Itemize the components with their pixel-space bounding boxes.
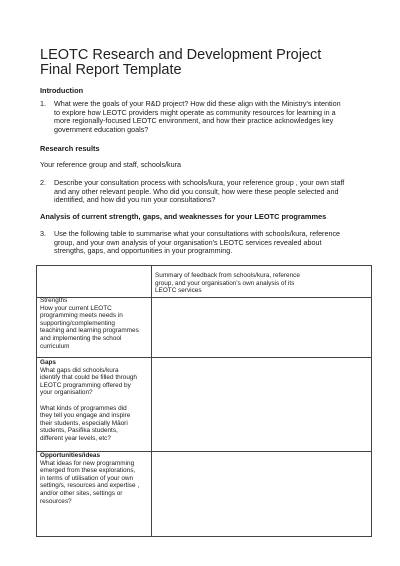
row-divider [37,357,371,358]
question-3-text: Use the following table to summarise what your consultations with schools/kura, reference group, and your own analysis of your organisation's LEOTC services revealed about strengths, gaps, and opportunities in your programming. [54,229,341,256]
question-2-number: 2. [40,178,46,187]
title-line-2: Final Report Template [40,62,182,78]
opportunities-label: Opportunities/ideas [40,452,101,459]
strengths-label: Strengths [40,297,68,304]
strengths-cell: Strengths How your current LEOTC programming meets needs in supporting/complementing teaching and learning programmes and implementing the school curriculum [40,297,148,350]
question-1-text: What were the goals of your R&D project? How did these align with the Ministry's intention to explore how LEOTC providers might operate as community resources for learning in a more regionally-focused LEOTC environment, and how their practice acknowledges key government education goals? [54,99,341,134]
column-divider [151,266,152,536]
opportunities-summary-cell[interactable] [155,454,365,534]
analysis-table [36,265,372,537]
document-title [40,48,321,78]
title-line-1: LEOTC Research and Development Project [40,47,322,63]
opportunities-cell: Opportunities/ideas What ideas for new programming emerged from these explorations, in terms of utilisation of your own setting/s, resources and expertise , and/or other sites, settings or resources? [40,452,148,505]
strengths-summary-cell[interactable] [155,300,365,354]
question-2-text: Describe your consultation process with schools/kura, your reference group , your own staff and any other relevant people. Who did you consult, how were these people selected and identified, and how did you run your consultations? [54,178,345,205]
gaps-summary-cell[interactable] [155,360,365,448]
analysis-heading: Analysis of current strength, gaps, and weaknesses for your LEOTC programmes [40,212,327,221]
question-1-number: 1. [40,99,46,108]
table-header-summary: Summary of feedback from schools/kura, reference group, and your organisation's own analysis of its LEOTC services [155,272,300,295]
reference-group-text: Your reference group and staff, schools/kura [40,160,182,169]
research-results-heading: Research results [40,144,100,153]
introduction-heading: Introduction [40,86,84,95]
gaps-label: Gaps [40,359,56,366]
question-3-number: 3. [40,229,46,238]
gaps-cell: Gaps What gaps did schools/kura identify that could be filled through LEOTC programming offered by your organisation? What kinds of programmes did they tell you engage and inspire their students, especially Māori students, Pasifika students, different year levels, etc? [40,359,148,443]
